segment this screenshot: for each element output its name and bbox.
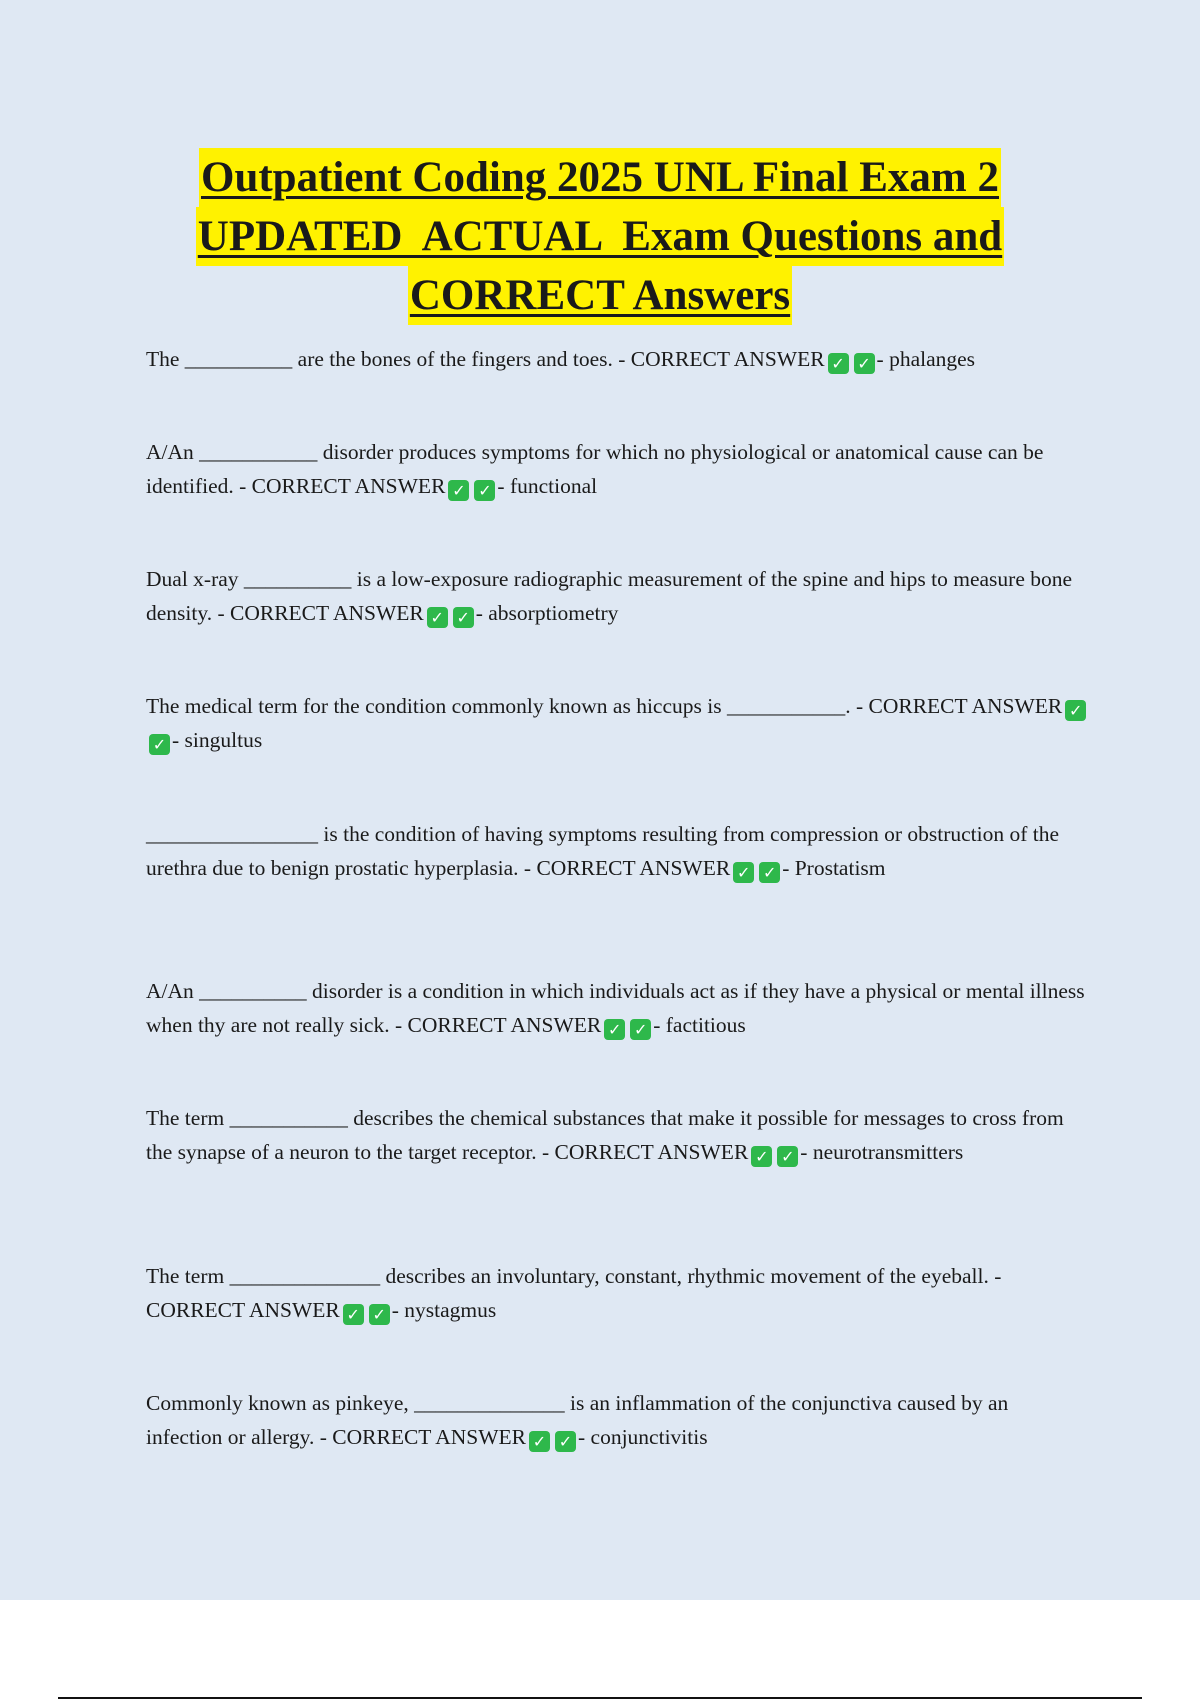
check-mark-icon: ✓ (604, 1019, 625, 1040)
check-mark-icon: ✓ (427, 607, 448, 628)
question-text: The medical term for the condition commonly known as hiccups is ___________. - CORRECT ANSWER (146, 694, 1063, 718)
question-text: Dual x-ray __________ is a low-exposure radiographic measurement of the spine and hips to measure bone density. - CORRECT ANSWER (146, 567, 1073, 625)
question-item (146, 689, 1090, 757)
check-mark-icon: ✓ (343, 1304, 364, 1325)
question-text: ________________ is the condition of having symptoms resulting from compression or obstruction of the urethra due to benign prostatic hyperplasia. - CORRECT ANSWER (146, 822, 1060, 880)
question-item (146, 974, 1090, 1042)
answer-text: - functional (497, 474, 598, 498)
check-mark-icon: ✓ (854, 353, 875, 374)
title-line: Outpatient Coding 2025 UNL Final Exam 2 (199, 148, 1001, 207)
question-item (146, 435, 1090, 503)
question-text: A/An __________ disorder is a condition in which individuals act as if they have a physical or mental illness when thy are not really sick. - CORRECT ANSWER (146, 979, 1085, 1037)
question-text: The __________ are the bones of the fingers and toes. - CORRECT ANSWER (146, 347, 825, 371)
answer-text: - absorptiometry (475, 601, 619, 625)
check-mark-icon: ✓ (759, 862, 780, 883)
answer-text: - phalanges (876, 347, 976, 371)
title-line: CORRECT Answers (408, 266, 792, 325)
check-mark-icon: ✓ (733, 862, 754, 883)
check-mark-icon: ✓ (751, 1146, 772, 1167)
question-item (146, 817, 1090, 885)
answer-text: - conjunctivitis (578, 1425, 708, 1449)
question-text: Commonly known as pinkeye, ______________ is an inflammation of the conjunctiva caused by an infection or allergy. - CORRECT ANSWER (146, 1391, 1009, 1449)
check-mark-icon: ✓ (453, 607, 474, 628)
title-line: UPDATED ACTUAL Exam Questions and (196, 207, 1004, 266)
question-item (146, 1259, 1090, 1327)
check-mark-icon: ✓ (474, 480, 495, 501)
answer-text: - factitious (653, 1013, 746, 1037)
check-mark-icon: ✓ (369, 1304, 390, 1325)
question-item (146, 342, 1090, 376)
page-title (0, 148, 1200, 325)
question-item (146, 1101, 1090, 1169)
check-mark-icon: ✓ (828, 353, 849, 374)
question-item (146, 1386, 1090, 1454)
answer-text: - nystagmus (391, 1298, 497, 1322)
check-mark-icon: ✓ (529, 1431, 550, 1452)
check-mark-icon: ✓ (777, 1146, 798, 1167)
footer-divider (58, 1697, 1142, 1699)
check-mark-icon: ✓ (630, 1019, 651, 1040)
check-mark-icon: ✓ (149, 734, 170, 755)
check-mark-icon: ✓ (1065, 700, 1086, 721)
question-text: The term ______________ describes an involuntary, constant, rhythmic movement of the eyeball. - CORRECT ANSWER (146, 1264, 1002, 1322)
question-text: A/An ___________ disorder produces symptoms for which no physiological or anatomical cause can be identified. - CORRECT ANSWER (146, 440, 1044, 498)
answer-text: - neurotransmitters (800, 1140, 964, 1164)
answer-text: - Prostatism (782, 856, 886, 880)
answer-text: - singultus (172, 728, 263, 752)
check-mark-icon: ✓ (448, 480, 469, 501)
question-text: The term ___________ describes the chemical substances that make it possible for messages to cross from the synapse of a neuron to the target receptor. - CORRECT ANSWER (146, 1106, 1064, 1164)
check-mark-icon: ✓ (555, 1431, 576, 1452)
question-item (146, 562, 1090, 630)
